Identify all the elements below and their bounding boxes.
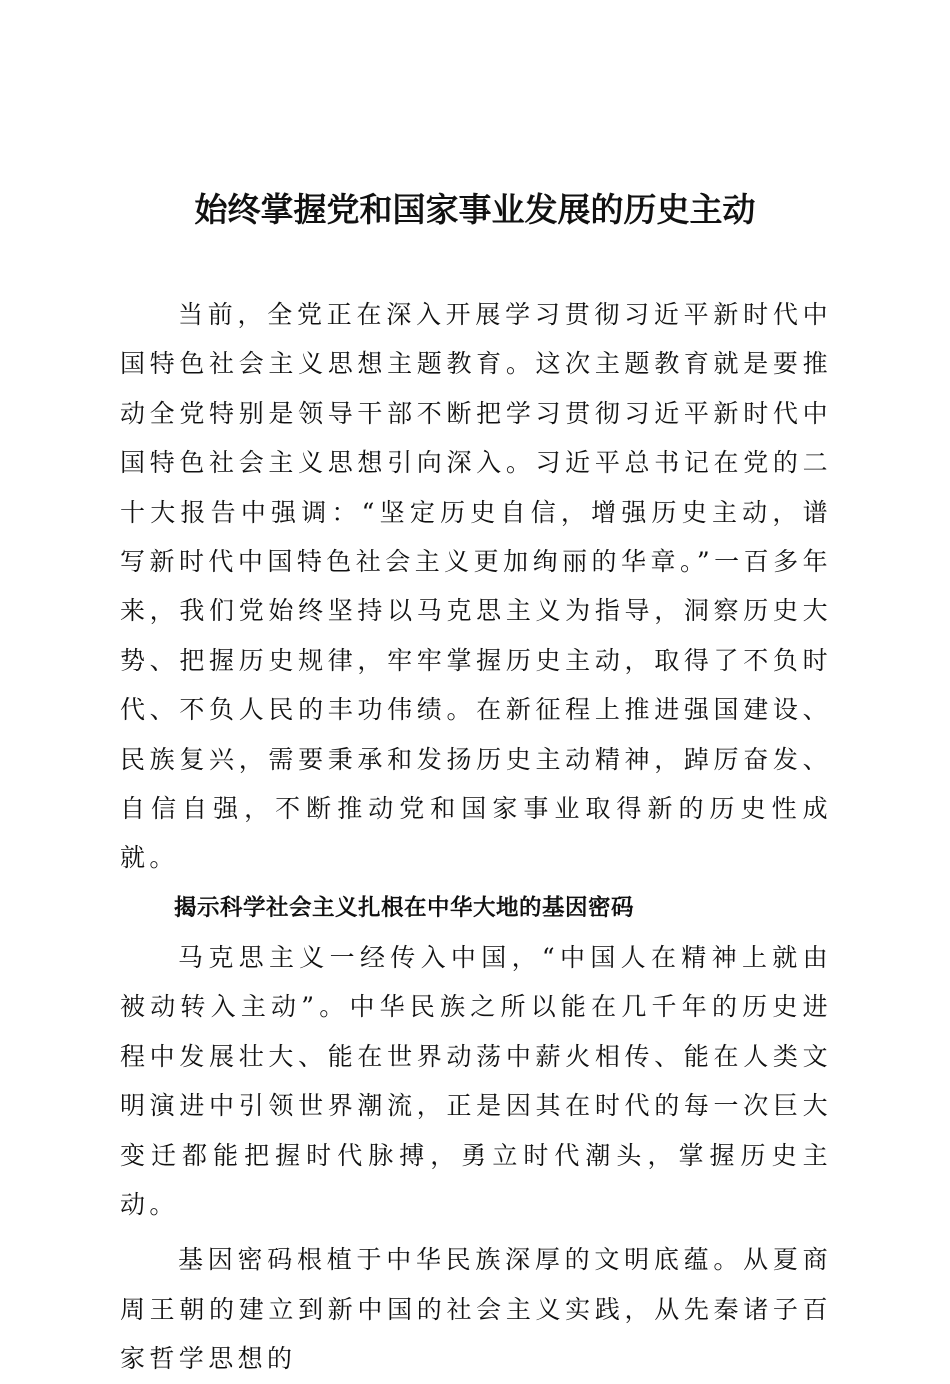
- document-body: [120, 290, 832, 1384]
- intro-paragraph: 当前，全党正在深入开展学习贯彻习近平新时代中国特色社会主义思想主题教育。这次主题教育就是要推动全党特别是领导干部不断把学习贯彻习近平新时代中国特色社会主义思想引向深入。习近平总书记在党的二十大报告中强调：“坚定历史自信，增强历史主动，谱写新时代中国特色社会主义更加绚丽的华章。”一百多年来，我们党始终坚持以马克思主义为指导，洞察历史大势、把握历史规律，牢牢掌握历史主动，取得了不负时代、不负人民的丰功伟绩。在新征程上推进强国建设、民族复兴，需要秉承和发扬历史主动精神，踔厉奋发、自信自强，不断推动党和国家事业取得新的历史性成就。: [120, 300, 832, 873]
- section-paragraph-1: 马克思主义一经传入中国，“中国人在精神上就由被动转入主动”。中华民族之所以能在几千年的历史进程中发展壮大、能在世界动荡中薪火相传、能在人类文明演进中引领世界潮流，正是因其在时代的每一次巨大变迁都能把握时代脉搏，勇立时代潮头，掌握历史主动。: [120, 942, 832, 1219]
- section-heading: 揭示科学社会主义扎根在中华大地的基因密码: [174, 894, 635, 921]
- section-paragraph-2: 基因密码根植于中华民族深厚的文明底蕴。从夏商周王朝的建立到新中国的社会主义实践，从先秦诸子百家哲学思想的: [120, 1245, 832, 1374]
- document-title: 始终掌握党和国家事业发展的历史主动: [194, 190, 756, 229]
